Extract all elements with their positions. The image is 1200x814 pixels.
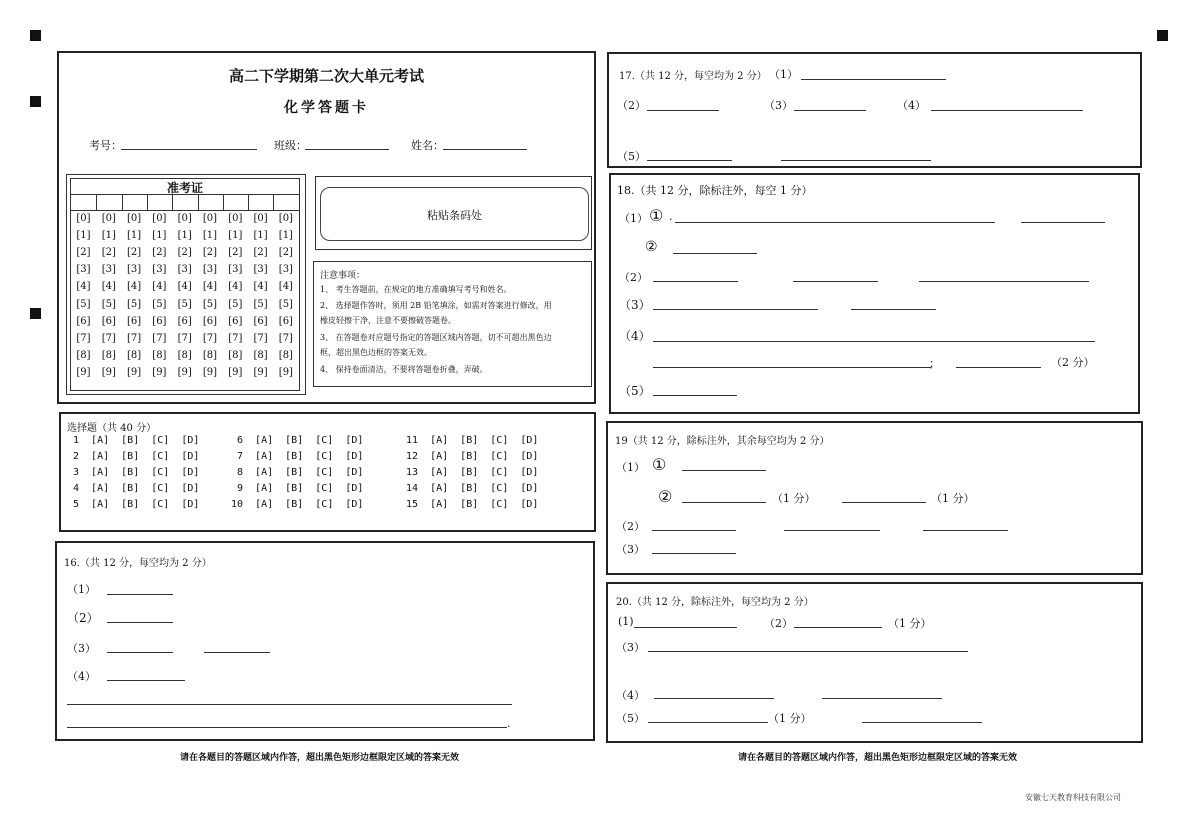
admission-digit-bubble[interactable]: [7]: [76, 332, 91, 344]
registration-mark: [1157, 30, 1168, 41]
admission-digit-bubble[interactable]: [7]: [228, 332, 243, 344]
admission-digit-bubble[interactable]: [9]: [278, 366, 293, 378]
admission-digit-bubble[interactable]: [9]: [76, 366, 91, 378]
admission-digit-bubble[interactable]: [8]: [253, 349, 268, 361]
q20-answer-line[interactable]: [648, 651, 968, 652]
admission-digit-bubble[interactable]: [3]: [278, 264, 293, 276]
notice-box: [313, 261, 592, 387]
q16-part2-label: （2）: [67, 611, 99, 625]
admission-digit-bubble[interactable]: [4]: [101, 281, 116, 293]
q16-part3-label: （3）: [67, 642, 96, 655]
q16-part1-label: （1）: [67, 583, 96, 596]
q17-title: 17.（共 12 分，每空均为 2 分）: [619, 71, 767, 82]
admission-inner: [70, 178, 300, 391]
company-name: 安徽七天教育科技有限公司: [1025, 793, 1121, 802]
admission-digit-bubble[interactable]: [0]: [202, 213, 218, 224]
admission-digit-bubble[interactable]: [0]: [152, 213, 167, 224]
id-field[interactable]: [121, 149, 257, 150]
q16-title: 16.（共 12 分，每空均为 2 分）: [64, 558, 212, 569]
mc-question-row[interactable]: 1 [A] [B] [C] [D]: [73, 435, 200, 446]
q18-sub2-marker: ②: [645, 239, 658, 255]
q20-title: 20.（共 12 分，除标注外，每空均为 2 分）: [616, 597, 814, 608]
footer-warning-right: 请在各题目的答题区域内作答，超出黑色矩形边框限定区域的答案无效: [738, 753, 1018, 763]
admission-digit-bubble[interactable]: [6]: [278, 315, 293, 327]
grid-column-line: [273, 194, 274, 210]
admission-digit-bubble[interactable]: [1]: [101, 230, 116, 242]
admission-digit-bubble[interactable]: [5]: [202, 298, 218, 310]
q18-answer-line[interactable]: [653, 341, 1095, 342]
admission-digit-bubble[interactable]: [3]: [253, 264, 268, 276]
q17-part5-label: （5）: [617, 150, 646, 163]
q19-answer-line[interactable]: [652, 530, 736, 531]
grid-column-line: [223, 194, 224, 210]
admission-grid: [66, 174, 306, 395]
barcode-frame: [315, 176, 592, 250]
barcode-label: 粘贴条码处: [427, 209, 482, 222]
registration-mark: [30, 96, 41, 107]
admission-digit-bubble[interactable]: [6]: [228, 315, 243, 327]
registration-mark: [30, 30, 41, 41]
mc-question-row[interactable]: 3 [A] [B] [C] [D]: [73, 467, 200, 478]
admission-digit-bubble[interactable]: [2]: [76, 247, 91, 259]
q20-part4-label: （4）: [616, 689, 645, 702]
q19-points-note: （1 分）: [931, 492, 975, 505]
q20-points-note: （1 分）: [768, 712, 812, 725]
q18-answer-line[interactable]: [793, 281, 878, 282]
q19-part1-label: （1）: [616, 461, 645, 474]
admission-digit-bubble[interactable]: [1]: [253, 230, 268, 242]
q18-answer-line[interactable]: [653, 309, 818, 310]
q19-sub1-marker: ①: [652, 455, 667, 474]
q19-answer-line[interactable]: [842, 502, 926, 503]
q18-sub1-marker: ①: [649, 206, 664, 225]
admission-digit-bubble[interactable]: [1]: [278, 230, 293, 242]
q17-answer-line[interactable]: [794, 110, 866, 111]
admission-digit-bubble[interactable]: [3]: [152, 264, 167, 276]
card-title: 化学答题卡: [284, 100, 369, 116]
notice-item: 1、 考生答题前，在规定的地方准确填写考号和姓名。: [320, 285, 512, 294]
admission-digit-bubble[interactable]: [0]: [278, 213, 293, 224]
q18-answer-line[interactable]: [919, 281, 1089, 282]
admission-digit-bubble[interactable]: [6]: [202, 315, 218, 327]
grid-column-line: [96, 194, 97, 210]
q16-part4-label: （4）: [67, 670, 96, 683]
admission-digit-bubble[interactable]: [3]: [177, 264, 192, 276]
admission-digit-bubble[interactable]: [2]: [278, 247, 293, 259]
registration-mark: [30, 308, 41, 319]
admission-digit-bubble[interactable]: [4]: [127, 281, 142, 293]
q18-panel: [609, 173, 1140, 414]
q20-part2-label: （2）: [764, 617, 793, 630]
q17-answer-line[interactable]: [931, 110, 1083, 111]
admission-digit-bubble[interactable]: [1]: [152, 230, 167, 242]
q18-answer-line[interactable]: [851, 309, 936, 310]
admission-digit-bubble[interactable]: [9]: [253, 366, 268, 378]
q18-answer-line[interactable]: [673, 253, 757, 254]
mc-question-row[interactable]: 8 [A] [B] [C] [D]: [237, 467, 364, 478]
admission-digit-bubble[interactable]: [2]: [127, 247, 142, 259]
admission-digit-bubble[interactable]: [0]: [101, 213, 116, 224]
mc-title: 选择题（共 40 分）: [67, 423, 157, 434]
mc-question-row[interactable]: 10 [A] [B] [C] [D]: [231, 499, 364, 510]
q19-answer-line[interactable]: [784, 530, 880, 531]
q18-answer-line[interactable]: [956, 367, 1041, 368]
q19-part2-label: （2）: [616, 520, 645, 533]
q17-part3-label: （3）: [764, 99, 793, 112]
admission-digit-bubble[interactable]: [0]: [76, 213, 91, 224]
q20-part5-label: （5）: [616, 712, 645, 725]
admission-digit-bubble[interactable]: [9]: [177, 366, 192, 378]
notice-item: 2、 选择题作答时，须用 2B 铅笔填涂，如需对答案进行修改，用: [320, 301, 552, 310]
q18-answer-line[interactable]: [675, 222, 995, 223]
name-label: 姓名：: [411, 139, 444, 152]
admission-digit-bubble[interactable]: [2]: [202, 247, 218, 259]
class-field[interactable]: [305, 149, 389, 150]
admission-digit-bubble[interactable]: [5]: [177, 298, 192, 310]
q16-answer-line[interactable]: [107, 680, 185, 681]
admission-digit-bubble[interactable]: [2]: [152, 247, 167, 259]
q18-answer-line[interactable]: [1021, 222, 1105, 223]
q18-part3-label: （3）: [619, 298, 651, 312]
q19-points-note: （1 分）: [772, 492, 816, 505]
mc-question-row[interactable]: 4 [A] [B] [C] [D]: [73, 483, 200, 494]
q16-answer-line[interactable]: [107, 652, 173, 653]
mc-question-row[interactable]: 13 [A] [B] [C] [D]: [406, 467, 539, 478]
admission-digit-bubble[interactable]: [8]: [177, 349, 192, 361]
q19-answer-line[interactable]: [682, 502, 766, 503]
mc-question-row[interactable]: 2 [A] [B] [C] [D]: [73, 451, 200, 462]
q20-answer-line[interactable]: [648, 722, 768, 723]
footer-warning-left: 请在各题目的答题区域内作答，超出黑色矩形边框限定区域的答案无效: [180, 753, 460, 763]
q20-answer-line[interactable]: [794, 627, 882, 628]
grid-column-line: [122, 194, 123, 210]
admission-digit-bubble[interactable]: [1]: [177, 230, 192, 242]
mc-question-row[interactable]: 11 [A] [B] [C] [D]: [406, 435, 539, 446]
admission-digit-bubble[interactable]: [4]: [177, 281, 192, 293]
grid-divider: [71, 210, 299, 211]
q17-answer-line[interactable]: [781, 160, 931, 161]
admission-digit-bubble[interactable]: [8]: [127, 349, 142, 361]
q16-answer-line[interactable]: [67, 727, 507, 728]
q17-answer-line[interactable]: [647, 110, 719, 111]
q18-sub1-dot: .: [669, 210, 673, 223]
q18-part5-label: （5）: [619, 384, 651, 398]
admission-digit-bubble[interactable]: [5]: [101, 298, 116, 310]
q17-answer-line[interactable]: [801, 79, 946, 80]
admission-digit-bubble[interactable]: [9]: [202, 366, 218, 378]
q18-points-note: （2 分）: [1051, 356, 1095, 369]
q19-answer-line[interactable]: [923, 530, 1008, 531]
admission-digit-bubble[interactable]: [6]: [76, 315, 91, 327]
admission-digit-bubble[interactable]: [1]: [202, 230, 218, 242]
admission-digit-bubble[interactable]: [7]: [253, 332, 268, 344]
admission-digit-bubble[interactable]: [8]: [228, 349, 243, 361]
admission-digit-bubble[interactable]: [9]: [127, 366, 142, 378]
admission-digit-bubble[interactable]: [4]: [152, 281, 167, 293]
mc-question-row[interactable]: 9 [A] [B] [C] [D]: [237, 483, 364, 494]
admission-digit-bubble[interactable]: [5]: [127, 298, 142, 310]
admission-digit-bubble[interactable]: [2]: [177, 247, 192, 259]
admission-digit-bubble[interactable]: [7]: [127, 332, 142, 344]
admission-digit-bubble[interactable]: [9]: [101, 366, 116, 378]
admission-digit-bubble[interactable]: [2]: [101, 247, 116, 259]
admission-digit-bubble[interactable]: [7]: [278, 332, 293, 344]
admission-digit-bubble[interactable]: [3]: [127, 264, 142, 276]
admission-digit-bubble[interactable]: [4]: [228, 281, 243, 293]
admission-digit-bubble[interactable]: [3]: [202, 264, 218, 276]
admission-digit-bubble[interactable]: [7]: [202, 332, 218, 344]
q16-answer-line[interactable]: [107, 594, 173, 595]
admission-digit-bubble[interactable]: [0]: [177, 213, 192, 224]
q20-points-note: （1 分）: [888, 617, 932, 630]
admission-digit-bubble[interactable]: [6]: [127, 315, 142, 327]
notice-item: 橡皮轻擦干净，注意不要擦破答题卷。: [320, 316, 456, 325]
admission-digit-bubble[interactable]: [8]: [76, 349, 91, 361]
name-field[interactable]: [443, 149, 527, 150]
header-panel: [57, 51, 596, 404]
admission-digit-bubble[interactable]: [1]: [228, 230, 243, 242]
q19-sub2-marker: ②: [658, 487, 673, 506]
admission-digit-bubble[interactable]: [9]: [152, 366, 167, 378]
admission-digit-bubble[interactable]: [8]: [152, 349, 167, 361]
admission-digit-bubble[interactable]: [8]: [278, 349, 293, 361]
q20-answer-line[interactable]: [634, 627, 737, 628]
q17-part2-label: （2）: [617, 99, 646, 112]
admission-digit-bubble[interactable]: [4]: [278, 281, 293, 293]
q18-part1-label: （1）: [619, 212, 648, 225]
q18-answer-line[interactable]: [653, 395, 737, 396]
admission-digit-bubble[interactable]: [3]: [76, 264, 91, 276]
q17-part4-label: （4）: [897, 99, 926, 112]
admission-digit-bubble[interactable]: [7]: [101, 332, 116, 344]
q16-answer-line[interactable]: [67, 704, 512, 705]
mc-panel: [59, 412, 596, 532]
q19-panel: [606, 421, 1143, 575]
q20-answer-line[interactable]: [654, 698, 774, 699]
admission-digit-bubble[interactable]: [1]: [127, 230, 142, 242]
admission-digit-bubble[interactable]: [7]: [152, 332, 167, 344]
grid-column-line: [147, 194, 148, 210]
q17-part1-label: （1）: [769, 68, 798, 81]
q18-answer-line[interactable]: [653, 281, 738, 282]
notice-item: 3、 在答题卷对应题号指定的答题区域内答题，切不可超出黑色边: [320, 333, 552, 342]
admission-digit-bubble[interactable]: [0]: [127, 213, 142, 224]
admission-digit-bubble[interactable]: [0]: [253, 213, 268, 224]
admission-digit-bubble[interactable]: [5]: [228, 298, 243, 310]
notice-item: 4、 保持卷面清洁，不要将答题卷折叠，弄破。: [320, 365, 488, 374]
q19-title: 19（共 12 分，除标注外，其余每空均为 2 分）: [615, 436, 830, 447]
grid-column-line: [248, 194, 249, 210]
q18-answer-line[interactable]: [653, 367, 931, 368]
admission-digit-bubble[interactable]: [0]: [228, 213, 243, 224]
q17-panel: [607, 52, 1142, 168]
q20-answer-line[interactable]: [862, 722, 982, 723]
id-label: 考号：: [89, 139, 122, 152]
q20-answer-line[interactable]: [822, 698, 942, 699]
q18-part4-label: （4）: [619, 329, 651, 343]
admission-digit-bubble[interactable]: [4]: [202, 281, 218, 293]
mc-question-row[interactable]: 5 [A] [B] [C] [D]: [73, 499, 200, 510]
q20-part1-label: (1): [618, 615, 634, 628]
q19-answer-line[interactable]: [652, 553, 736, 554]
grid-column-line: [172, 194, 173, 210]
q16-answer-line[interactable]: [107, 622, 173, 623]
q16-answer-line[interactable]: [204, 652, 270, 653]
notice-item: 框，超出黑色边框的答案无效。: [320, 348, 432, 357]
admission-digit-bubble[interactable]: [6]: [152, 315, 167, 327]
grid-column-line: [198, 194, 199, 210]
admission-digit-bubble[interactable]: [6]: [253, 315, 268, 327]
admission-digit-bubble[interactable]: [2]: [253, 247, 268, 259]
admission-digit-bubble[interactable]: [4]: [76, 281, 91, 293]
admission-digit-bubble[interactable]: [5]: [152, 298, 167, 310]
q16-panel: [55, 541, 595, 741]
admission-digit-bubble[interactable]: [1]: [76, 230, 91, 242]
admission-digit-bubble[interactable]: [3]: [101, 264, 116, 276]
q17-answer-line[interactable]: [647, 160, 732, 161]
mc-question-row[interactable]: 6 [A] [B] [C] [D]: [237, 435, 364, 446]
mc-question-row[interactable]: 14 [A] [B] [C] [D]: [406, 483, 539, 494]
q18-title: 18.（共 12 分，除标注外，每空 1 分）: [617, 184, 813, 197]
admission-digit-bubble[interactable]: [5]: [76, 298, 91, 310]
admission-digit-bubble[interactable]: [6]: [177, 315, 192, 327]
admission-digit-bubble[interactable]: [5]: [278, 298, 293, 310]
mc-question-row[interactable]: 7 [A] [B] [C] [D]: [237, 451, 364, 462]
notice-title: 注意事项：: [320, 271, 366, 281]
admission-digit-bubble[interactable]: [6]: [101, 315, 116, 327]
admission-title: 准考证: [166, 181, 203, 195]
mc-question-row[interactable]: 15 [A] [B] [C] [D]: [406, 499, 539, 510]
admission-digit-bubble[interactable]: [2]: [228, 247, 243, 259]
q20-part3-label: （3）: [616, 641, 645, 654]
q20-panel: [606, 582, 1143, 743]
mc-question-row[interactable]: 12 [A] [B] [C] [D]: [406, 451, 539, 462]
admission-digit-bubble[interactable]: [4]: [253, 281, 268, 293]
q19-part3-label: （3）: [616, 543, 645, 556]
q19-answer-line[interactable]: [682, 470, 766, 471]
admission-digit-bubble[interactable]: [8]: [202, 349, 218, 361]
class-label: 班级：: [274, 139, 307, 152]
admission-digit-bubble[interactable]: [9]: [228, 366, 243, 378]
grid-divider: [71, 194, 299, 195]
q18-part2-label: （2）: [619, 271, 648, 284]
admission-digit-bubble[interactable]: [8]: [101, 349, 116, 361]
exam-title: 高二下学期第二次大单元考试: [228, 67, 424, 85]
admission-digit-bubble[interactable]: [3]: [228, 264, 243, 276]
barcode-area: [320, 187, 589, 241]
q16-end-dot: .: [507, 717, 511, 730]
admission-digit-bubble[interactable]: [5]: [253, 298, 268, 310]
admission-digit-bubble[interactable]: [7]: [177, 332, 192, 344]
q18-semicolon: ；: [929, 357, 940, 370]
